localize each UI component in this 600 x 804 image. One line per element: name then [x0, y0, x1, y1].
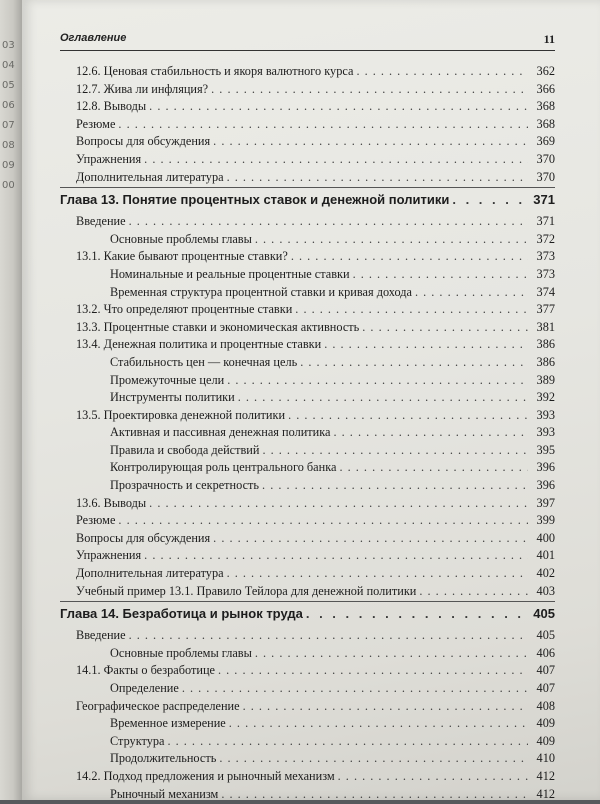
- toc-entry-title: Структура: [110, 733, 165, 748]
- toc-entry-title: Вопросы для обсуждения: [76, 134, 211, 149]
- toc-entry-page: 396: [536, 478, 555, 493]
- edge-mark: 08: [2, 140, 15, 151]
- dot-leader: [262, 478, 528, 493]
- toc-entry-page: 371: [533, 192, 555, 208]
- dot-leader: [149, 496, 528, 511]
- toc-entry-title: Активная и пассивная денежная политика: [110, 425, 331, 440]
- toc-entry: [60, 496, 555, 514]
- toc-entry-title: Правила и свобода действий: [110, 442, 260, 457]
- toc-entry-page: 401: [536, 548, 555, 563]
- dot-leader: [227, 566, 528, 581]
- toc-entry-title: Резюме: [76, 513, 116, 528]
- dot-leader: [229, 716, 528, 731]
- dot-leader: [149, 99, 528, 114]
- toc-entry: [60, 646, 555, 664]
- toc-chapter-entry: [60, 188, 555, 214]
- toc-entry-page: 408: [536, 698, 555, 713]
- toc-entry-title: Основные проблемы главы: [110, 231, 252, 246]
- toc-entry-page: 410: [536, 751, 555, 766]
- edge-mark: 05: [2, 80, 15, 91]
- toc-entry: [60, 152, 555, 170]
- dot-leader: [306, 606, 528, 621]
- edge-mark: 07: [2, 120, 15, 131]
- toc-entry: [60, 425, 555, 443]
- toc-entry-page: 405: [536, 628, 555, 643]
- toc-entry: [60, 478, 555, 496]
- dot-leader: [182, 681, 528, 696]
- dot-leader: [213, 134, 528, 149]
- toc-entry-title: Стабильность цен — конечная цель: [110, 354, 298, 369]
- toc-entry: [60, 117, 555, 135]
- dot-leader: [213, 531, 528, 546]
- dot-leader: [118, 513, 528, 528]
- toc-entry: [60, 584, 555, 603]
- dot-leader: [353, 267, 528, 282]
- toc-entry-page: 412: [536, 768, 555, 783]
- running-header-title: Оглавление: [60, 32, 127, 44]
- toc-entry: [60, 663, 555, 681]
- adjacent-page-edge: [2, 40, 18, 200]
- toc-entry: [60, 787, 555, 804]
- toc-entry-title: Продолжительность: [110, 751, 217, 766]
- dot-leader: [144, 548, 528, 563]
- toc-entry-page: 374: [536, 284, 555, 299]
- toc-entry-title: 12.8. Выводы: [76, 99, 147, 114]
- toc-entry-title: Дополнительная литература: [76, 566, 224, 581]
- toc-entry-page: 395: [536, 442, 555, 457]
- toc-entry: [60, 232, 555, 250]
- toc-entry-title: Инструменты политики: [110, 390, 235, 405]
- dot-leader: [288, 408, 528, 423]
- toc-entry: [60, 681, 555, 699]
- toc-entry: [60, 285, 555, 303]
- toc-entry: [60, 390, 555, 408]
- toc-entry: [60, 531, 555, 549]
- toc-entry-title: Учебный пример 13.1. Правило Тейлора для денежной политики: [76, 583, 417, 598]
- book-page: [22, 0, 600, 800]
- book-spine-edge: [0, 0, 22, 800]
- running-header: [60, 30, 555, 51]
- toc-entry: [60, 170, 555, 189]
- toc-entry-title: Глава 13. Понятие процентных ставок и денежной политики: [60, 192, 450, 208]
- toc-entry-title: Временное измерение: [110, 716, 226, 731]
- dot-leader: [211, 82, 528, 97]
- toc-entry-title: Введение: [76, 628, 126, 643]
- toc-entry-title: 13.6. Выводы: [76, 495, 147, 510]
- toc-entry: [60, 99, 555, 117]
- dot-leader: [227, 170, 528, 185]
- toc-entry-title: 13.3. Процентные ставки и экономическая активность: [76, 319, 360, 334]
- toc-entry-title: Контролирующая роль центрального банка: [110, 460, 337, 475]
- dot-leader: [338, 769, 528, 784]
- dot-leader: [144, 152, 528, 167]
- dot-leader: [295, 302, 528, 317]
- toc-entry-title: Упражнения: [76, 548, 142, 563]
- toc-entry: [60, 716, 555, 734]
- toc-entry-title: Глава 14. Безработица и рынок труда: [60, 606, 303, 622]
- toc-entry-page: 369: [536, 134, 555, 149]
- edge-mark: 03: [2, 40, 15, 51]
- edge-mark: 06: [2, 100, 15, 111]
- toc-entry-page: 381: [536, 319, 555, 334]
- toc-entry-page: 372: [536, 231, 555, 246]
- dot-leader: [452, 192, 528, 207]
- toc-entry-page: 392: [536, 390, 555, 405]
- dot-leader: [227, 373, 528, 388]
- toc-entry-title: 13.5. Проектировка денежной политики: [76, 407, 286, 422]
- toc-entry-page: 373: [536, 266, 555, 281]
- toc-entry-title: Рыночный механизм: [110, 786, 219, 801]
- dot-leader: [129, 628, 528, 643]
- toc-entry: [60, 373, 555, 391]
- toc-entry-page: 412: [536, 786, 555, 801]
- toc-entry-page: 386: [536, 337, 555, 352]
- toc-entry: [60, 699, 555, 717]
- toc-entry-title: Номинальные и реальные процентные ставки: [110, 266, 350, 281]
- dot-leader: [339, 460, 528, 475]
- toc-entry-page: 368: [536, 99, 555, 114]
- dot-leader: [419, 584, 528, 599]
- toc-entry-title: Резюме: [76, 116, 116, 131]
- toc-entry-page: 370: [536, 151, 555, 166]
- toc-entry: [60, 355, 555, 373]
- toc-entry: [60, 249, 555, 267]
- toc-entry-page: 368: [536, 116, 555, 131]
- dot-leader: [362, 320, 528, 335]
- toc-entry: [60, 64, 555, 82]
- toc-entry: [60, 566, 555, 584]
- toc-entry-title: 13.4. Денежная политика и процентные ставки: [76, 337, 322, 352]
- dot-leader: [356, 64, 528, 79]
- toc-entry: [60, 513, 555, 531]
- toc-entry-page: 409: [536, 733, 555, 748]
- toc-entry-title: 12.6. Ценовая стабильность и якоря валютного курса: [76, 64, 354, 78]
- dot-leader: [300, 355, 528, 370]
- toc-entry: [60, 337, 555, 355]
- toc-entry-page: 403: [536, 583, 555, 598]
- dot-leader: [255, 232, 528, 247]
- toc-chapter-entry: [60, 602, 555, 628]
- edge-mark: 09: [2, 160, 15, 171]
- toc-entry: [60, 548, 555, 566]
- toc-entry: [60, 82, 555, 100]
- toc-entry-page: 407: [536, 663, 555, 678]
- toc-entry-page: 373: [536, 249, 555, 264]
- toc-entry-page: 405: [533, 606, 555, 622]
- toc-entry-page: 393: [536, 425, 555, 440]
- toc-entry: [60, 302, 555, 320]
- toc-entry-title: 12.7. Жива ли инфляция?: [76, 81, 209, 96]
- toc-entry-title: 14.2. Подход предложения и рыночный механизм: [76, 768, 335, 783]
- toc-entry: [60, 214, 555, 232]
- toc-entry-page: 362: [536, 64, 555, 78]
- table-of-contents: [60, 64, 555, 804]
- dot-leader: [334, 425, 529, 440]
- toc-entry-title: 13.2. Что определяют процентные ставки: [76, 302, 293, 317]
- toc-entry-page: 402: [536, 566, 555, 581]
- toc-entry-title: Географическое распределение: [76, 698, 240, 713]
- toc-entry: [60, 769, 555, 787]
- toc-entry: [60, 134, 555, 152]
- toc-entry: [60, 751, 555, 769]
- dot-leader: [118, 117, 528, 132]
- toc-entry-title: Упражнения: [76, 151, 142, 166]
- toc-entry-page: 389: [536, 372, 555, 387]
- toc-entry-title: Вопросы для обсуждения: [76, 530, 211, 545]
- toc-entry-page: 406: [536, 645, 555, 660]
- toc-entry-page: 393: [536, 407, 555, 422]
- dot-leader: [129, 214, 528, 229]
- toc-entry-page: 386: [536, 354, 555, 369]
- dot-leader: [218, 663, 528, 678]
- toc-entry-page: 399: [536, 513, 555, 528]
- toc-entry-page: 407: [536, 681, 555, 695]
- dot-leader: [219, 751, 528, 766]
- toc-entry-title: Основные проблемы главы: [110, 645, 252, 660]
- toc-entry-page: 370: [536, 169, 555, 184]
- toc-entry-title: Промежуточные цели: [110, 372, 225, 387]
- toc-entry: [60, 267, 555, 285]
- toc-entry-title: Временная структура процентной ставки и кривая дохода: [110, 284, 412, 299]
- edge-mark: 04: [2, 60, 15, 71]
- dot-leader: [324, 337, 528, 352]
- toc-entry-title: Дополнительная литература: [76, 169, 224, 184]
- toc-entry: [60, 628, 555, 646]
- dot-leader: [238, 390, 528, 405]
- toc-entry-title: 13.1. Какие бывают процентные ставки?: [76, 249, 288, 264]
- toc-entry: [60, 408, 555, 426]
- dot-leader: [167, 734, 528, 749]
- toc-entry-title: Определение: [110, 681, 179, 695]
- toc-entry: [60, 320, 555, 338]
- dot-leader: [221, 787, 528, 802]
- toc-entry-page: 366: [536, 81, 555, 96]
- toc-entry-title: Введение: [76, 214, 126, 229]
- toc-entry-page: 400: [536, 530, 555, 545]
- dot-leader: [291, 249, 528, 264]
- toc-entry-page: 396: [536, 460, 555, 475]
- toc-entry: [60, 443, 555, 461]
- toc-entry-title: 14.1. Факты о безработице: [76, 663, 215, 678]
- dot-leader: [262, 443, 528, 458]
- dot-leader: [415, 285, 528, 300]
- edge-mark: 00: [2, 180, 15, 191]
- dot-leader: [243, 699, 528, 714]
- dot-leader: [255, 646, 528, 661]
- toc-entry-title: Прозрачность и секретность: [110, 478, 260, 493]
- page-number: 11: [543, 32, 555, 46]
- toc-entry: [60, 460, 555, 478]
- toc-entry-page: 371: [536, 214, 555, 229]
- toc-entry-page: 377: [536, 302, 555, 317]
- toc-entry: [60, 734, 555, 752]
- toc-entry-page: 409: [536, 716, 555, 731]
- toc-entry-page: 397: [536, 495, 555, 510]
